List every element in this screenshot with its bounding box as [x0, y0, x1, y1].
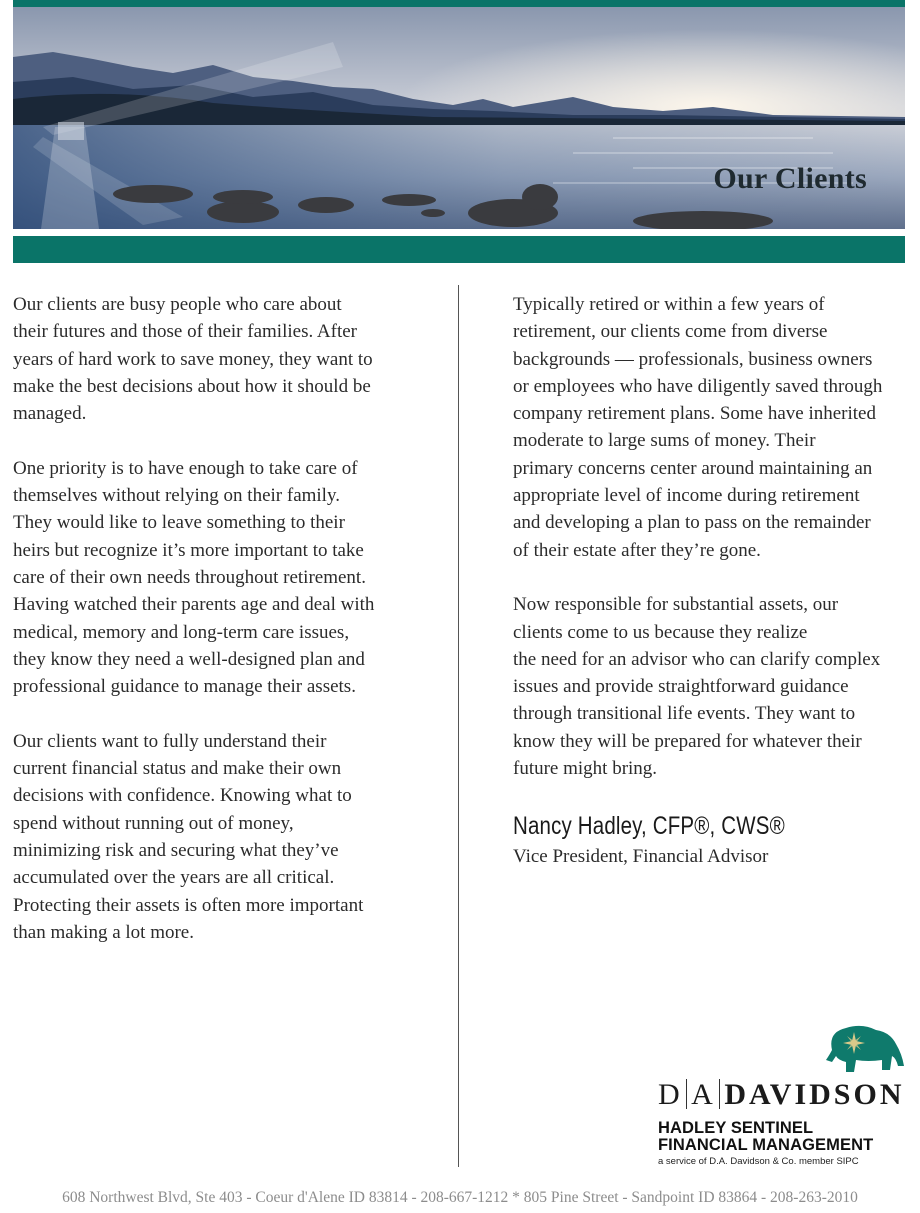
paragraph: Our clients are busy people who care about their futures and those of their families. After years of hard work to save money, they want to make the best decisions about how it should be managed.: [13, 294, 373, 425]
paragraph: Typically retired or within a few years of retirement, our clients come from diverse backgrounds — professionals, business owners or employees who have diligently saved through company retirement plans. Some have inherited moderate to large sums of money. Their primary concerns center around maintaining an appropriate level of income during retirement and developing a plan to pass on the remainder of their estate after they’re gone.: [513, 294, 883, 561]
accent-band: [13, 236, 905, 263]
page-title: Our Clients: [713, 162, 867, 195]
paragraph: One priority is to have enough to take care of themselves without relying on their family. They would like to leave something to their heirs but recognize it’s more important to take care of their own needs throughout retirement. Having watched their parents age and deal with medical, memory and long-term care issues, they know they need a well-designed plan and professional guidance to manage their assets.: [13, 457, 375, 698]
paragraph: Our clients want to fully understand their current financial status and make their own decisions with confidence. Knowing what to spend without running out of money, minimizing risk and securing what they’ve accumulated over the years are all critical. Protecting their assets is often more important than making a lot more.: [13, 730, 364, 943]
left-column: [13, 291, 413, 973]
signature-title: Vice President, Financial Advisor: [513, 846, 769, 867]
right-column: [513, 291, 913, 810]
company-logo: [656, 1022, 910, 1172]
column-divider: [458, 285, 459, 1167]
bison-icon: [824, 1022, 904, 1074]
logo-line-2: FINANCIAL MANAGEMENT: [658, 1136, 874, 1154]
paragraph: Now responsible for substantial assets, our clients come to us because they realize the need for an advisor who can clarify complex issues and provide straightforward guidance through transitional life events. They want to know they will be prepared for whatever their future might bring.: [513, 594, 881, 780]
hero-banner: [13, 7, 905, 229]
davidson-wordmark: D A DAVIDSON: [658, 1078, 905, 1111]
signature-name: Nancy Hadley, CFP®, CWS®: [513, 812, 785, 840]
logo-line-1: HADLEY SENTINEL: [658, 1119, 814, 1137]
logo-line-3: a service of D.A. Davidson & Co. member SIPC: [658, 1156, 859, 1167]
footer-address: 608 Northwest Blvd, Ste 403 - Coeur d'Alene ID 83814 - 208-667-1212 * 805 Pine Street - Sandpoint ID 83864 - 208-263-2010: [62, 1189, 858, 1206]
top-accent-rule: [13, 0, 905, 7]
